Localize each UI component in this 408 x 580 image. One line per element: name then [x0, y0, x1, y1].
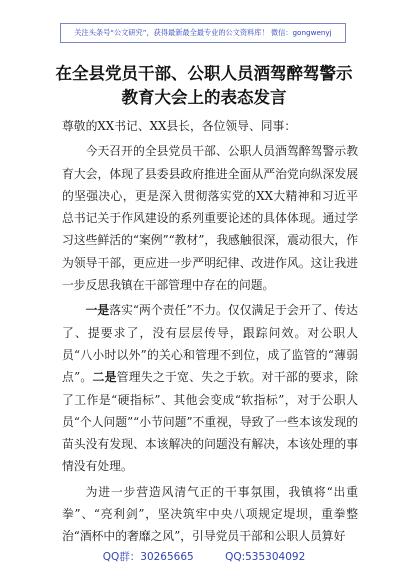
- paragraph-3: 为进一步营造风清气正的干事氛围，我镇将“出重拳”、“亮利剑”，坚决筑牢中央八项规定堤坝，重拳整治“酒杯中的奢靡之风”，引导党员干部和公职人员算好: [62, 484, 358, 544]
- point-two-lead: 二是: [92, 370, 117, 385]
- footer: [0, 549, 408, 564]
- title-line-1: 在全县党员干部、公职人员酒驾醉驾警示: [55, 64, 353, 83]
- paragraph-1: 今天召开的全县党员干部、公职人员酒驾醉驾警示教育大会，体现了县委县政府推进全面从严治党向纵深发展的坚强决心，更是深入贯彻落实党的XX大精神和习近平总书记关于作风建设的系列重要论述的具体体现。通过学习这些鲜活的“案例”“教材”，我感触很深，震动很大，作为领导干部，更应进一步严明纪律、改进作风。这让我进一步反思我镇在干部管理中存在的问题。: [62, 144, 358, 293]
- point-one-lead: 一是: [85, 303, 110, 318]
- point-one-text: 落实“两个责任”不力。仅仅满足于会开了、传达了、提要求了，没有层层传导，跟踪问效。对公职人员“八小时以外”的关心和管理不到位，成了监管的“薄弱点”。: [62, 303, 358, 385]
- footer-qq-group: QQ群：30265665: [102, 551, 194, 563]
- document-body: [62, 115, 358, 551]
- top-banner: 关注头条号“公文研究”，获得最新最全最专业的公文资料库！ 微信：gongwenyj: [60, 23, 346, 43]
- title-line-2: 教育大会上的表态发言: [121, 88, 287, 107]
- footer-qq: QQ:535304092: [225, 551, 306, 563]
- salutation: 尊敬的XX书记、XX县长，各位领导、同事：: [62, 119, 297, 133]
- document-title: [28, 62, 380, 110]
- paragraph-2: [62, 299, 358, 477]
- point-two-text: 管理失之于宽、失之于软。对干部的要求，除了工作是“硬指标”、其他会变成“软指标”，对于公职人员“个人问题”“小节问题”不重视，导致了一些本该发现的苗头没有发现、本该解决的问题没有解决，本该处理的事情没有处理。: [62, 370, 358, 474]
